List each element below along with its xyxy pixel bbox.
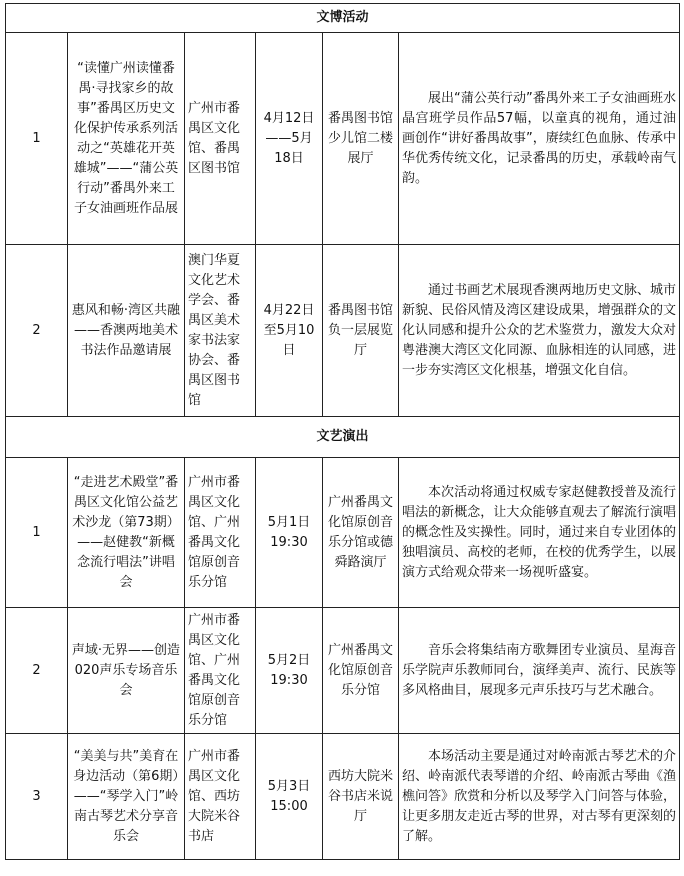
section-header-row — [6, 4, 680, 33]
table-row — [6, 33, 680, 245]
organizer: 广州市番禺区文化馆、广州番禺文化馆原创音乐分馆 — [185, 608, 256, 734]
venue: 番禺图书馆少儿馆二楼展厅 — [323, 33, 399, 245]
activity-name: “走进艺术殿堂”番禺区文化馆公益艺术沙龙（第73期）——赵健教“新概念流行唱法”讲唱会 — [68, 458, 185, 608]
description: 本场活动主要是通过对岭南派古琴艺术的介绍、岭南派代表琴谱的介绍、岭南派古琴曲《渔樵问答》欣赏和分析以及琴学入门问答与体验，让更多朋友走近古琴的世界，对古琴有更深刻的了解。 — [399, 734, 680, 860]
description: 展出“蒲公英行动”番禺外来工子女油画班水晶宫班学员作品57幅，以童真的视角，通过油画创作“讲好番禺故事”，赓续红色血脉、传承中华优秀传统文化，记录番禺的历史，承载岭南气韵。 — [399, 33, 680, 245]
activity-time: 4月12日——5月18日 — [256, 33, 323, 245]
activity-name: 声域·无界——创造020声乐专场音乐会 — [68, 608, 185, 734]
organizer: 广州市番禺区文化馆、西坊大院米谷书店 — [185, 734, 256, 860]
description: 本次活动将通过权威专家赵健教授普及流行唱法的新概念，让大众能够直观去了解流行演唱的概念性及实操性。同时，通过来自专业团体的独唱演员、高校的老师，在校的优秀学生，以展演方式给观众带来一场视听盛宴。 — [399, 458, 680, 608]
venue: 广州番禺文化馆原创音乐分馆 — [323, 608, 399, 734]
section-title: 文艺演出 — [6, 417, 680, 458]
activity-time: 5月2日 19:30 — [256, 608, 323, 734]
table-row — [6, 458, 680, 608]
venue: 西坊大院米谷书店米说厅 — [323, 734, 399, 860]
organizer: 澳门华夏文化艺术学会、番禺区美术家书法家协会、番禺区图书馆 — [185, 245, 256, 417]
description: 通过书画艺术展现香澳两地历史文脉、城市新貌、民俗风情及湾区建设成果，增强群众的文化认同感和提升公众的艺术鉴赏力，激发大众对粤港澳大湾区文化同源、血脉相连的认同感，进一步夯实湾区文化根基，增强文化自信。 — [399, 245, 680, 417]
organizer: 广州市番禺区文化馆、广州番禺文化馆原创音乐分馆 — [185, 458, 256, 608]
section-title: 文博活动 — [6, 4, 680, 33]
description: 音乐会将集结南方歌舞团专业演员、星海音乐学院声乐教师同台，演绎美声、流行、民族等多风格曲目，展现多元声乐技巧与艺术融合。 — [399, 608, 680, 734]
row-index: 2 — [6, 608, 68, 734]
row-index: 2 — [6, 245, 68, 417]
activity-name: “读懂广州读懂番禺·寻找家乡的故事”番禺区历史文化保护传承系列活动之“英雄花开英雄城”——“蒲公英行动”番禺外来工子女油画班作品展 — [68, 33, 185, 245]
venue: 番禺图书馆负一层展览厅 — [323, 245, 399, 417]
table-row — [6, 608, 680, 734]
activity-time: 5月1日 19:30 — [256, 458, 323, 608]
activity-name: 惠风和畅·湾区共融——香澳两地美术书法作品邀请展 — [68, 245, 185, 417]
section-header-row — [6, 417, 680, 458]
row-index: 3 — [6, 734, 68, 860]
organizer: 广州市番禺区文化馆、番禺区图书馆 — [185, 33, 256, 245]
table-row — [6, 245, 680, 417]
activity-schedule-table — [5, 3, 680, 860]
activity-time: 5月3日 15:00 — [256, 734, 323, 860]
activity-name: “美美与共”美育在身边活动（第6期）——“琴学入门”岭南古琴艺术分享音乐会 — [68, 734, 185, 860]
table-row — [6, 734, 680, 860]
activity-time: 4月22日至5月10日 — [256, 245, 323, 417]
venue: 广州番禺文化馆原创音乐分馆或德舜路演厅 — [323, 458, 399, 608]
row-index: 1 — [6, 458, 68, 608]
row-index: 1 — [6, 33, 68, 245]
